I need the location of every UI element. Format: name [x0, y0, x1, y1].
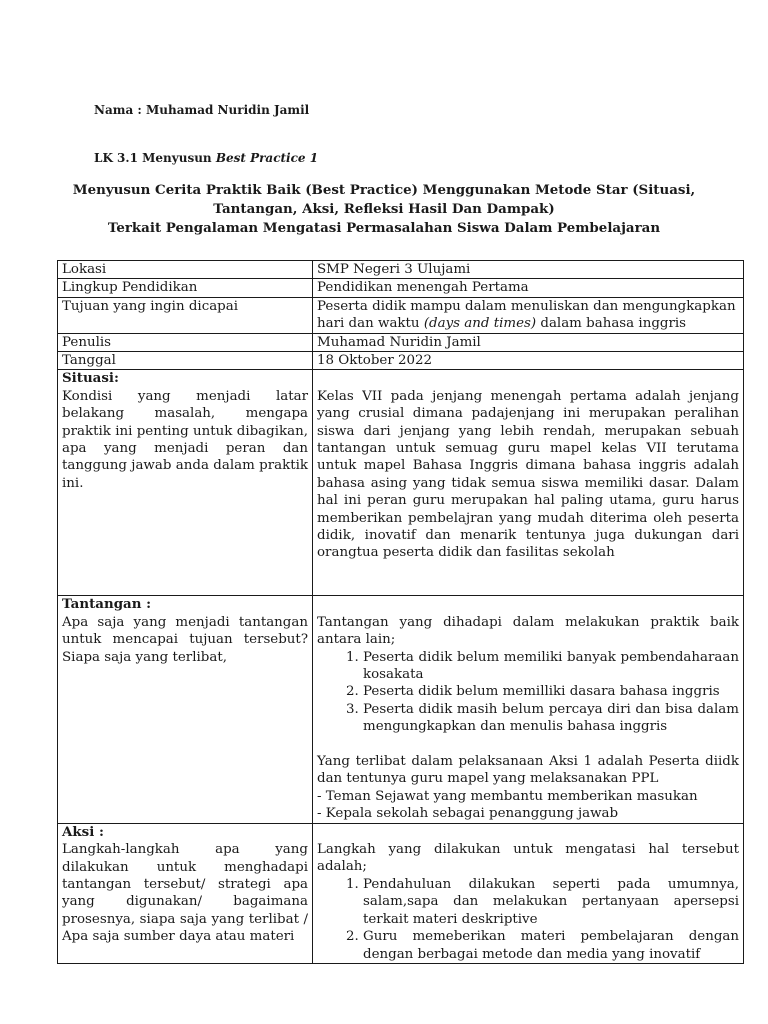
- situasi-prompt-cell: [58, 370, 313, 596]
- tantangan-extra-2: - Kepala sekolah sebagai penanggung jawab: [317, 806, 619, 822]
- author-name-line: Nama : Muhamad Nuridin Jamil: [94, 103, 310, 117]
- table-row-aksi: [58, 823, 744, 963]
- tanggal-label: Tanggal: [58, 352, 313, 370]
- list-item: 1. Peserta didik belum memiliki banyak pembendaharaan kosakata: [363, 649, 739, 684]
- table-row-lokasi: [58, 261, 744, 279]
- situasi-answer-cell: [313, 370, 744, 596]
- penulis-value: Muhamad Nuridin Jamil: [313, 333, 744, 351]
- list-item: 2. Peserta didik belum memilliki dasara bahasa inggris: [363, 683, 739, 700]
- tanggal-value: 18 Oktober 2022: [313, 352, 744, 370]
- table-row-tujuan: [58, 297, 744, 333]
- list-item: 3. Peserta didik masih belum percaya diri dan bisa dalam mengungkapkan dan menulis bahasa inggris: [363, 701, 739, 736]
- lokasi-value: SMP Negeri 3 Ulujami: [313, 261, 744, 279]
- headline-line-3: Terkait Pengalaman Mengatasi Permasalahan Siswa Dalam Pembelajaran: [107, 220, 661, 236]
- aksi-prompt-cell: [58, 823, 313, 963]
- tantangan-involved: Yang terlibat dalam pelaksanaan Aksi 1 adalah Peserta diidk dan tentunya guru mapel yang melaksanakan PPL: [317, 754, 739, 787]
- situasi-answer: Kelas VII pada jenjang menengah pertama adalah jenjang yang crusial dimana padajenjang ini merupakan peralihan siswa dari jenjang yang lebih rendah, merupakan sebuah tantangan untuk semuag guru mapel kelas VII terutama untuk mapel Bahasa Inggris dimana bahasa inggris adalah bahasa asing yang tidak semua siswa memiliki dasar. Dalam hal ini peran guru merupakan hal paling utama, guru harus memberikan pembelajran yang mudah diterima oleh peserta didik, inovatif dan menarik tentunya juga dukungan dari orangtua peserta didik dan fasilitas sekolah: [317, 388, 739, 561]
- lingkup-value: Pendidikan menengah Pertama: [313, 279, 744, 297]
- lingkup-label: Lingkup Pendidikan: [58, 279, 313, 297]
- tujuan-label: Tujuan yang ingin dicapai: [58, 297, 313, 333]
- situasi-title: Situasi:: [62, 370, 119, 387]
- table-row-penulis: [58, 333, 744, 351]
- document-headline: [56, 181, 712, 238]
- worksheet-title-prefix: LK 3.1 Menyusun: [94, 151, 216, 165]
- tantangan-list: [317, 649, 739, 736]
- tantangan-answer-cell: [313, 596, 744, 823]
- aksi-answer-cell: [313, 823, 744, 963]
- table-row-lingkup: [58, 279, 744, 297]
- aksi-prompt: Langkah-langkah apa yang dilakukan untuk menghadapi tantangan tersebut/ strategi apa yang digunakan/ bagaimana prosesnya, siapa saja yang terlibat / Apa saja sumber daya atau materi: [62, 842, 308, 945]
- table-row-situasi: [58, 370, 744, 596]
- table-row-tantangan: [58, 596, 744, 823]
- table-row-tanggal: [58, 352, 744, 370]
- list-item: 1. Pendahuluan dilakukan seperti pada umumnya, salam,sapa dan melakukan pertanyaan apersepsi terkait materi deskriptive: [363, 876, 739, 928]
- headline-line-2: Tantangan, Aksi, Refleksi Hasil Dan Dampak): [213, 201, 555, 217]
- aksi-list: [317, 876, 739, 963]
- tujuan-value-post: dalam bahasa inggris: [536, 316, 687, 332]
- tujuan-value-emphasis: (days and times): [423, 316, 537, 332]
- situasi-prompt: Kondisi yang menjadi latar belakang masalah, mengapa praktik ini penting untuk dibagikan, apa yang menjadi peran dan tanggung jawab anda dalam praktik ini.: [62, 388, 308, 491]
- headline-line-1: Menyusun Cerita Praktik Baik (Best Practice) Menggunakan Metode Star (Situasi,: [72, 182, 696, 198]
- penulis-label: Penulis: [58, 333, 313, 351]
- tantangan-extra-1: - Teman Sejawat yang membantu memberikan masukan: [317, 788, 698, 804]
- tujuan-value-pre: Peserta didik mampu dalam menuliskan dan mengungkapkan hari dan waktu: [317, 298, 736, 332]
- worksheet-title-emphasis: Best Practice 1: [215, 151, 319, 165]
- tantangan-prompt: Apa saja yang menjadi tantangan untuk mencapai tujuan tersebut? Siapa saja yang terlibat,: [62, 614, 308, 665]
- aksi-title: Aksi :: [62, 823, 104, 840]
- aksi-intro: Langkah yang dilakukan untuk mengatasi hal tersebut adalah;: [317, 842, 739, 875]
- lokasi-label: Lokasi: [58, 261, 313, 279]
- tantangan-prompt-cell: [58, 596, 313, 823]
- tantangan-title: Tantangan :: [62, 596, 152, 613]
- best-practice-table: [57, 260, 744, 964]
- worksheet-title-line: [94, 151, 318, 165]
- tantangan-intro: Tantangan yang dihadapi dalam melakukan praktik baik antara lain;: [317, 614, 739, 648]
- list-item: 2. Guru memeberikan materi pembelajaran dengan dengan berbagai metode dan media yang inovatif: [363, 928, 739, 963]
- tujuan-value: [313, 297, 744, 333]
